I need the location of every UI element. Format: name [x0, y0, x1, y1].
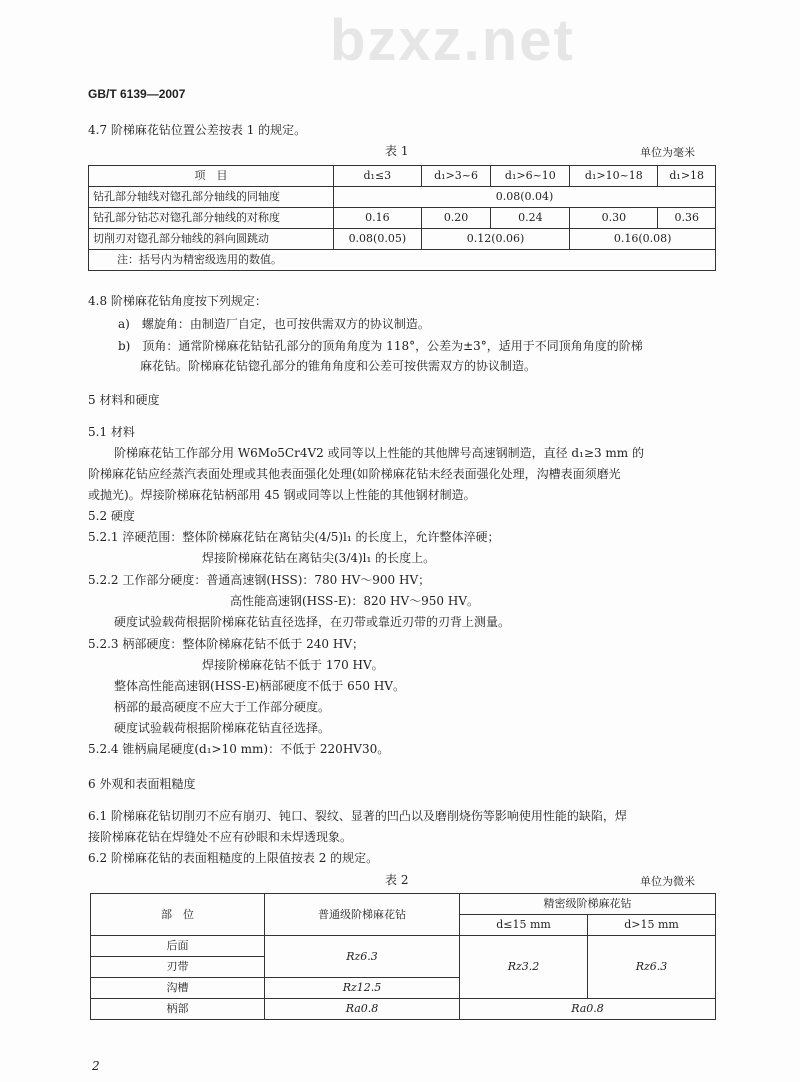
cell: Rz3.2 — [460, 936, 588, 999]
page-number: 2 — [92, 1059, 100, 1073]
clause-5-1: 5.1 材料 — [88, 425, 135, 439]
cell: 0.20 — [421, 208, 491, 229]
table-1 — [88, 165, 716, 271]
cell: 0.08(0.05) — [334, 229, 422, 250]
para: 阶梯麻花钻工作部分用 W6Mo5Cr4V2 或同等以上性能的其他牌号高速钢制造，直径 d₁≥3 mm 的 — [114, 446, 644, 460]
table2-unit: 单位为微米 — [640, 875, 695, 888]
watermark: bzxz.net — [330, 8, 575, 73]
table2-title: 表 2 — [385, 873, 409, 887]
clause-4-8: 4.8 阶梯麻花钻角度按下列规定： — [88, 294, 267, 308]
para: 硬度试验载荷根据阶梯麻花钻直径选择，在刃带或靠近刃带的刃背上测量。 — [114, 615, 511, 629]
cell: Ra0.8 — [460, 999, 716, 1020]
th: 普通级阶梯麻花钻 — [265, 894, 460, 936]
standard-header: GB/T 6139—2007 — [88, 87, 186, 101]
table-2 — [90, 893, 716, 1020]
para: 高性能高速钢(HSS-E)：820 HV～950 HV。 — [230, 594, 480, 608]
th: d≤15 mm — [460, 915, 588, 936]
cell: 0.16 — [334, 208, 422, 229]
cell: 刃带 — [91, 957, 265, 978]
clause-5-2-1: 5.2.1 淬硬范围：整体阶梯麻花钻在离钻尖(4/5)l₁ 的长度上，允许整体淬硬； — [88, 530, 500, 544]
cell: 钻孔部分轴线对锪孔部分轴线的同轴度 — [89, 187, 334, 208]
cell: Rz6.3 — [265, 936, 460, 978]
para: 焊接阶梯麻花钻不低于 170 HV。 — [202, 658, 384, 672]
cell: 后面 — [91, 936, 265, 957]
section-6: 6 外观和表面粗糙度 — [88, 777, 196, 791]
clause-5-2-2: 5.2.2 工作部分硬度：普通高速钢(HSS)：780 HV～900 HV； — [88, 573, 431, 587]
th: d₁>3~6 — [421, 166, 491, 187]
clause-4-8-a: a) 螺旋角：由制造厂自定，也可按供需双方的协议制造。 — [118, 317, 430, 331]
clause-5-2-4: 5.2.4 锥柄扁尾硬度(d₁>10 mm)：不低于 220HV30。 — [88, 742, 390, 756]
cell: Rz6.3 — [588, 936, 716, 999]
th: 项 目 — [89, 166, 334, 187]
para: 整体高性能高速钢(HSS-E)柄部硬度不低于 650 HV。 — [114, 679, 405, 693]
th: d>15 mm — [588, 915, 716, 936]
cell: 切削刃对锪孔部分轴线的斜向圆跳动 — [89, 229, 334, 250]
cell: 0.12(0.06) — [421, 229, 570, 250]
th: d₁≤3 — [334, 166, 422, 187]
cell: Rz12.5 — [265, 978, 460, 999]
clause-6-1: 6.1 阶梯麻花钻切削刃不应有崩刃、钝口、裂纹、显著的凹凸以及磨削烧伤等影响使用性能的缺陷，焊 — [88, 809, 627, 823]
cell: 沟槽 — [91, 978, 265, 999]
table1-title: 表 1 — [385, 144, 409, 158]
clause-5-2-3: 5.2.3 柄部硬度：整体阶梯麻花钻不低于 240 HV； — [88, 637, 365, 651]
section-5: 5 材料和硬度 — [88, 393, 160, 407]
cell: 0.30 — [570, 208, 658, 229]
para: 焊接阶梯麻花钻在离钻尖(3/4)l₁ 的长度上。 — [202, 551, 436, 565]
th: d₁>18 — [658, 166, 716, 187]
table-note: 注：括号内为精密级选用的数值。 — [89, 250, 716, 271]
th: d₁>6~10 — [491, 166, 570, 187]
clause-6-2: 6.2 阶梯麻花钻的表面粗糙度的上限值按表 2 的规定。 — [88, 851, 379, 865]
cell: 0.16(0.08) — [570, 229, 716, 250]
table1-unit: 单位为毫米 — [640, 146, 695, 159]
th: d₁>10~18 — [570, 166, 658, 187]
para: 接阶梯麻花钻在焊缝处不应有砂眼和未焊透现象。 — [88, 830, 353, 844]
clause-4-8-b: b) 顶角：通常阶梯麻花钻钻孔部分的顶角角度为 118°，公差为±3°，适用于不同顶角角度的阶梯 — [118, 339, 643, 353]
cell: 0.08(0.04) — [334, 187, 716, 208]
para: 或抛光)。焊接阶梯麻花钻柄部用 45 钢或同等以上性能的其他钢材制造。 — [88, 488, 476, 502]
cell: 柄部 — [91, 999, 265, 1020]
clause-5-2: 5.2 硬度 — [88, 509, 135, 523]
cell: 0.24 — [491, 208, 570, 229]
para: 硬度试验载荷根据阶梯麻花钻直径选择。 — [114, 721, 331, 735]
clause-4-8-b-cont: 麻花钻。阶梯麻花钻锪孔部分的锥角角度和公差可按供需双方的协议制造。 — [140, 359, 537, 373]
para: 柄部的最高硬度不应大于工作部分硬度。 — [114, 700, 331, 714]
th: 部 位 — [91, 894, 265, 936]
cell: 钻孔部分钻芯对锪孔部分轴线的对称度 — [89, 208, 334, 229]
th: 精密级阶梯麻花钻 — [460, 894, 716, 915]
clause-4-7: 4.7 阶梯麻花钻位置公差按表 1 的规定。 — [88, 123, 307, 137]
cell: Ra0.8 — [265, 999, 460, 1020]
cell: 0.36 — [658, 208, 716, 229]
para: 阶梯麻花钻应经蒸汽表面处理或其他表面强化处理(如阶梯麻花钻未经表面强化处理，沟槽表面须磨光 — [88, 467, 621, 481]
